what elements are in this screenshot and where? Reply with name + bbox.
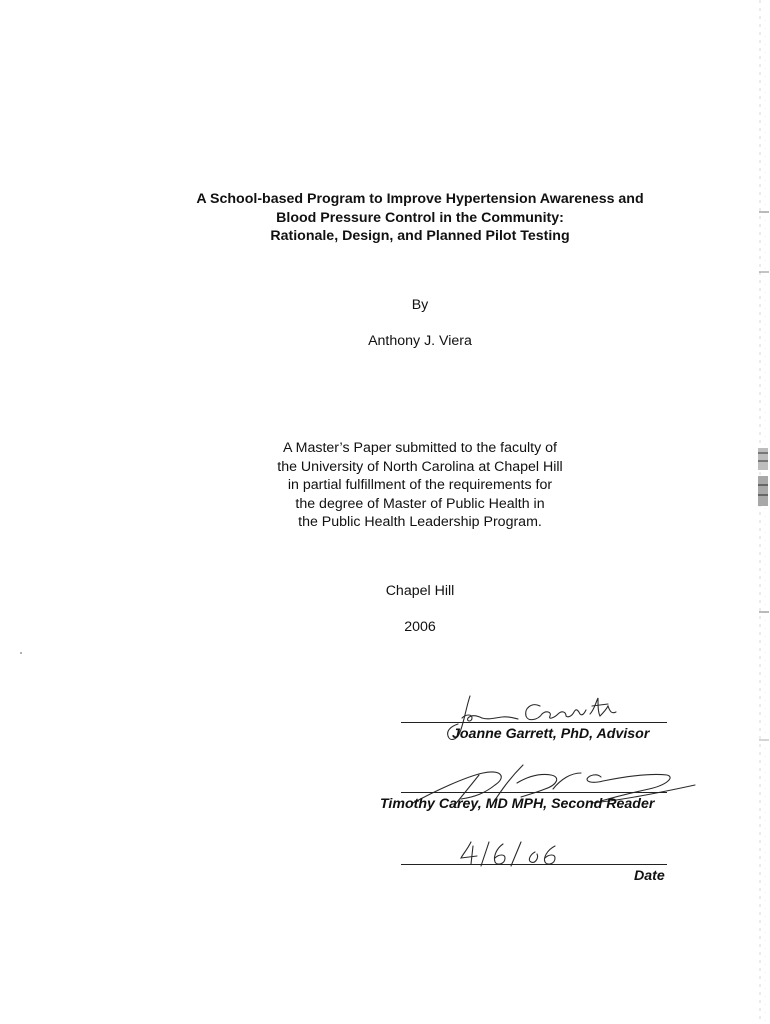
advisor-label: Joanne Garrett, PhD, Advisor bbox=[452, 726, 650, 742]
second-reader-label: Timothy Carey, MD MPH, Second Reader bbox=[380, 796, 655, 812]
date-signature-line bbox=[401, 864, 667, 865]
submission-line-4: the degree of Master of Public Health in bbox=[295, 495, 545, 512]
title-line-1: A School-based Program to Improve Hypertension Awareness and bbox=[196, 191, 644, 207]
date-label: Date bbox=[634, 868, 665, 884]
author-name: Anthony J. Viera bbox=[368, 333, 472, 349]
scan-edge-strip bbox=[757, 0, 770, 1024]
submission-line-5: the Public Health Leadership Program. bbox=[298, 514, 542, 531]
advisor-signature-line bbox=[401, 722, 667, 723]
handwritten-date bbox=[455, 834, 575, 874]
scan-speck bbox=[20, 652, 22, 654]
second-reader-signature-line bbox=[401, 792, 667, 793]
title-line-3: Rationale, Design, and Planned Pilot Testing bbox=[270, 228, 570, 245]
second-reader-signature bbox=[405, 755, 705, 825]
paper-title bbox=[150, 190, 690, 246]
submission-line-2: the University of North Carolina at Chapel Hill bbox=[277, 458, 563, 475]
submission-line-1: A Master’s Paper submitted to the faculty of bbox=[283, 440, 557, 456]
submission-statement bbox=[150, 439, 690, 532]
place: Chapel Hill bbox=[385, 583, 455, 599]
title-line-2: Blood Pressure Control in the Community: bbox=[276, 209, 564, 226]
by-label: By bbox=[411, 297, 429, 313]
submission-line-3: in partial fulfillment of the requirements for bbox=[287, 477, 553, 494]
year: 2006 bbox=[404, 619, 436, 635]
